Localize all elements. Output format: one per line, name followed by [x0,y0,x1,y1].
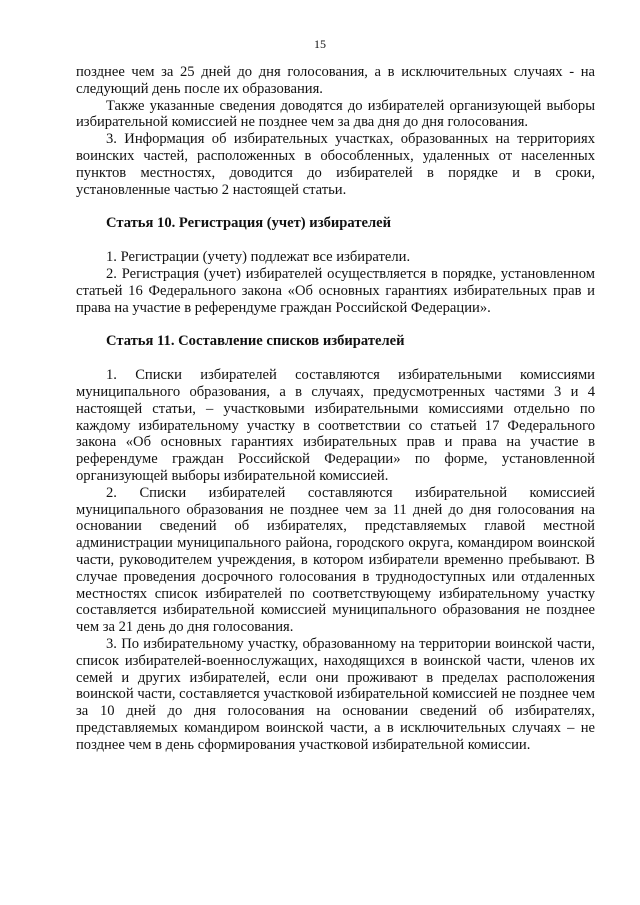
article-10-paragraph-2: 2. Регистрация (учет) избирателей осуществляется в порядке, установленном статьей 16 Федерального закона «Об основных гарантиях избирательных прав и права на участие в референдуме граждан Российской Федерации». [76,265,595,316]
article-10-heading: Статья 10. Регистрация (учет) избирателей [106,215,392,232]
article-11-paragraph-3: 3. По избирательному участку, образованному на территории воинской части, список избирателей-военнослужащих, находящихся в воинской части, членов их семей и других избирателей, если они проживают в пределах расположения воинской части, составляется участковой избирательной комиссией не позднее чем за 10 дней до дня голосования на основании сведений об избирателях, представляемых командиром воинской части, а в исключительных случаях – не позднее чем в день сформирования участковой избирательной комиссии. [76,635,595,753]
paragraph-military-units-info: 3. Информация об избирательных участках, образованных на территориях воинских частей, расположенных в обособленных, удаленных от населенных пунктов местностях, доводится до избирателей в порядке и в сроки, установленные частью 2 настоящей статьи. [76,131,595,198]
article-11-heading: Статья 11. Составление списков избирателей [106,333,405,350]
article-10-paragraph-1: 1. Регистрации (учету) подлежат все избиратели. [106,249,411,266]
page-number: 15 [314,37,326,51]
paragraph-continued: позднее чем за 25 дней до дня голосования, а в исключительных случаях - на следующий день после их образования. [76,64,595,97]
article-11-paragraph-1: 1. Списки избирателей составляются избирательными комиссиями муниципального образования, а в случаях, предусмотренных частями 3 и 4 настоящей статьи, – участковыми избирательными комиссиями отдельно по каждому избирательному участку в соответствии со статьей 17 Федерального закона «Об основных гарантиях избирательных прав и права на участие в референдуме граждан Российской Федерации» по форме, установленной организующей выборы избирательной комиссией. [76,367,595,484]
article-11-paragraph-2: 2. Списки избирателей составляются избирательной комиссией муниципального образования не позднее чем за 11 дней до дня голосования на основании сведений об избирателях, представляемых главой местной администрации муниципального района, городского округа, командиром воинской части, руководителем учреждения, в котором избиратели временно пребывают. В случае проведения досрочного голосования в труднодоступных или отдаленных местностях список избирателей по соответствующему избирательному участку составляется избирательной комиссией муниципального образования не позднее чем за 21 день до дня голосования. [76,484,595,636]
article-10-body [76,249,595,316]
article-11-body [76,367,595,753]
document-body [76,64,595,753]
paragraph-notification-deadline: Также указанные сведения доводятся до избирателей организующей выборы избирательной комиссией не позднее чем за два дня до дня голосования. [76,97,595,131]
